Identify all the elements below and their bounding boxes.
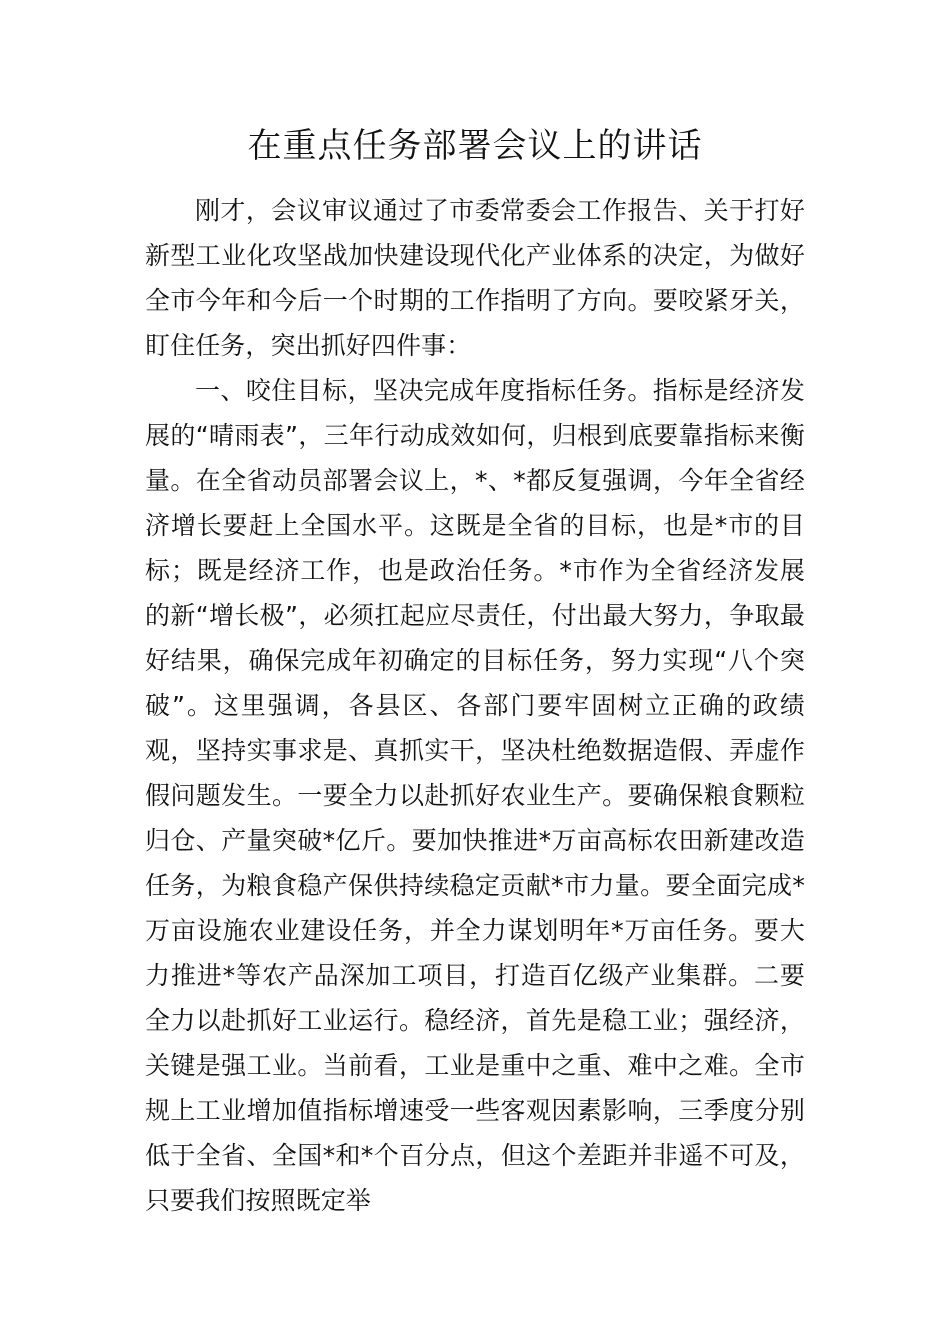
paragraph-intro: 刚才，会议审议通过了市委常委会工作报告、关于打好新型工业化攻坚战加快建设现代化产业体系的决定，为做好全市今年和今后一个时期的工作指明了方向。要咬紧牙关，盯住任务，突出抓好四件事：	[145, 196, 805, 360]
paragraph-section-one: 一、咬住目标，坚决完成年度指标任务。指标是经济发展的“晴雨表”，三年行动成效如何，归根到底要靠指标来衡量。在全省动员部署会议上，*、*都反复强调，今年全省经济增长要赶上全国水平。这既是全省的目标，也是*市的目标；既是经济工作，也是政治任务。*市作为全省经济发展的新“增长极”，必须扛起应尽责任，付出最大努力，争取最好结果，确保完成年初确定的目标任务，努力实现“八个突破”。这里强调，各县区、各部门要牢固树立正确的政绩观，坚持实事求是、真抓实干，坚决杜绝数据造假、弄虚作假问题发生。一要全力以赴抓好农业生产。要确保粮食颗粒归仓、产量突破*亿斤。要加快推进*万亩高标农田新建改造任务，为粮食稳产保供持续稳定贡献*市力量。要全面完成*万亩设施农业建设任务，并全力谋划明年*万亩任务。要大力推进*等农产品深加工项目，打造百亿级产业集群。二要全力以赴抓好工业运行。稳经济，首先是稳工业；强经济，关键是强工业。当前看，工业是重中之重、难中之难。全市规上工业增加值指标增速受一些客观因素影响，三季度分别低于全省、全国*和*个百分点，但这个差距并非遥不可及，只要我们按照既定举	[145, 376, 805, 1215]
document-body	[145, 188, 805, 1223]
document-title: 在重点任务部署会议上的讲话	[247, 126, 703, 166]
